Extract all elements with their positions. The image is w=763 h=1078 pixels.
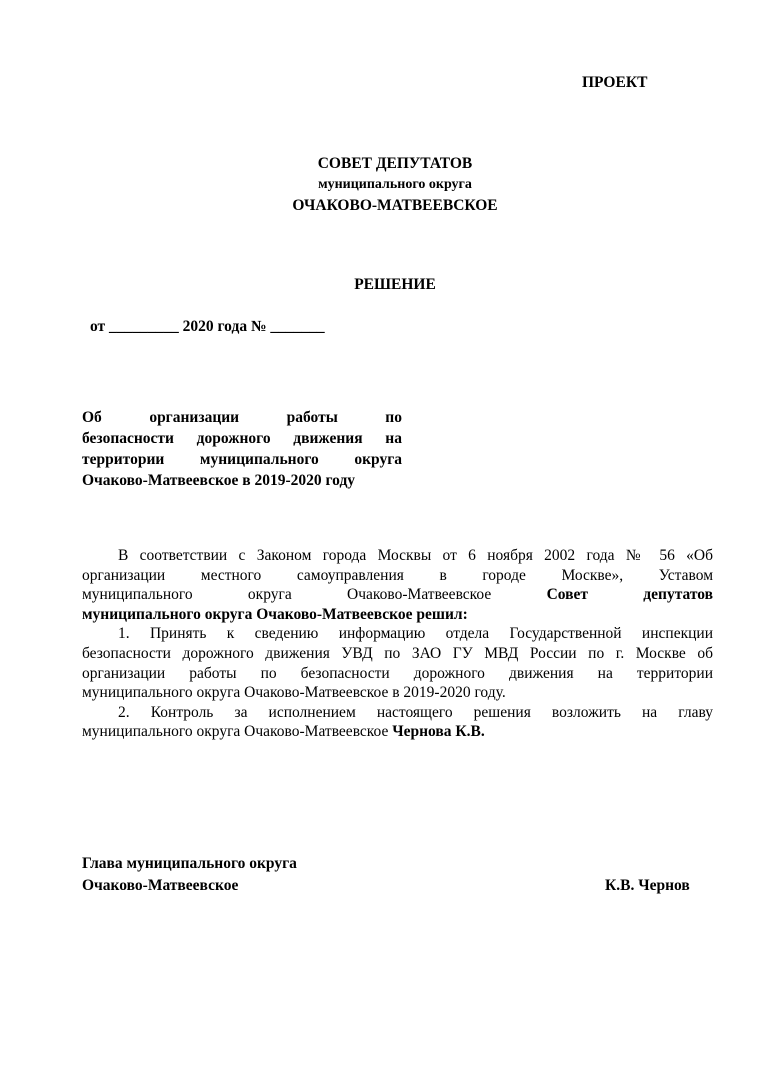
body-line: организации местного самоуправления в городе Москве», Уставом [82,566,713,584]
subject-line: Об организации работы по [82,409,402,426]
org-name: ОЧАКОВО-МАТВЕЕВСКОЕ [292,197,498,214]
signature-org: Очаково-Матвеевское [82,877,239,894]
date-number-line: от _________ 2020 года № _______ [90,318,325,335]
signature-title: Глава муниципального округа [82,855,297,872]
item-1-line: безопасности дорожного движения УВД по ЗАО ГУ МВД России по г. Москве об [82,644,713,662]
item-1-line: организации работы по безопасности дорожного движения на территории [82,664,713,682]
council-name-bold: Совет депутатов [546,586,713,604]
subject-line: безопасности дорожного движения на [82,430,402,447]
org-subtitle: муниципального округа [318,177,472,192]
subject-line: Очаково-Матвеевское в 2019-2020 году [82,472,356,489]
item-2-line: 2. Контроль за исполнением настоящего решения возложить на главу [118,703,713,721]
item-2-line [82,722,713,742]
org-title: СОВЕТ ДЕПУТАТОВ [317,155,473,172]
subject-block [82,407,402,491]
document-type-heading: РЕШЕНИЕ [354,276,436,293]
draft-stamp: ПРОЕКТ [582,74,648,91]
item-1-line: 1. Принять к сведению информацию отдела Государственной инспекции [118,625,713,643]
body-text [82,546,713,742]
body-line-bold: муниципального округа Очаково-Матвеевское решил: [82,605,468,623]
item-1-line: муниципального округа Очаково-Матвеевское в 2019-2020 году. [82,684,506,702]
signature-name: К.В. Чернов [605,877,690,894]
body-line-regular: муниципального округа Очаково-Матвеевское [82,586,547,604]
head-name-bold: Чернова К.В. [392,723,485,741]
subject-line: территории муниципального округа [82,451,402,468]
body-line-regular: муниципального округа Очаково-Матвеевское [82,723,393,741]
body-line: В соответствии с Законом города Москвы от 6 ноября 2002 года № 56 «Об [118,547,713,564]
body-line [82,585,713,605]
